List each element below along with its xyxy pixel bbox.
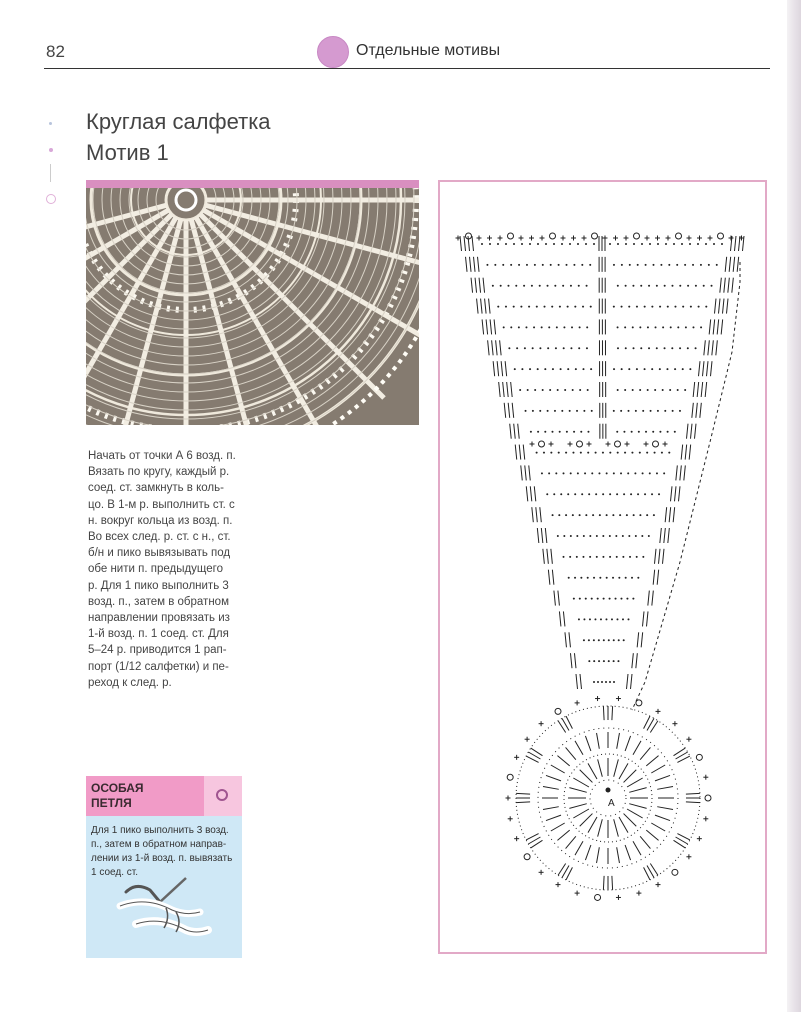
instruction-line: возд. п., затем в обратном xyxy=(88,595,229,608)
chapter-circle-icon xyxy=(317,36,349,68)
special-stitch-header xyxy=(86,776,242,816)
instruction-line: направлении провязать из xyxy=(88,612,230,625)
instruction-line: р. Для 1 пико выполнить 3 xyxy=(88,579,229,592)
instruction-line: соед. ст. замкнуть в коль- xyxy=(88,482,224,495)
crochet-chart-frame xyxy=(438,180,767,954)
special-stitch-heading xyxy=(91,781,144,811)
heading-line: ОСОБАЯ xyxy=(91,781,144,795)
instructions-text xyxy=(88,448,258,691)
instruction-line: реход к след. р. xyxy=(88,676,172,689)
doily-photo xyxy=(86,180,419,425)
special-stitch-box xyxy=(86,776,242,958)
instruction-line: Вязать по кругу, каждый р. xyxy=(88,466,230,479)
instruction-line: 1-й возд. п. 1 соед. ст. Для xyxy=(88,628,229,641)
instruction-line: Начать от точки А 6 возд. п. xyxy=(88,450,236,462)
side-decoration xyxy=(44,118,58,208)
special-stitch-marker xyxy=(204,776,242,816)
instruction-line: обе нити п. предыдущего xyxy=(88,563,223,576)
center-point-label: A xyxy=(608,798,615,809)
article-title xyxy=(86,106,271,168)
article-subtitle-line: Мотив 1 xyxy=(86,140,169,165)
instruction-line: Во всех след. р. ст. с н., ст. xyxy=(88,531,231,544)
crochet-diagram xyxy=(440,182,765,952)
ring-icon xyxy=(216,789,228,801)
page-number: 82 xyxy=(46,42,65,61)
instruction-line: б/н и пико вывязывать под xyxy=(88,547,231,560)
article-title-line: Круглая салфетка xyxy=(86,109,271,134)
instruction-line: цо. В 1-м р. выполнить ст. с xyxy=(88,498,235,511)
page-edge xyxy=(787,0,801,1012)
special-stitch-line: Для 1 пико выполнить 3 возд. xyxy=(91,825,229,836)
special-stitch-line: 1 соед. ст. xyxy=(91,867,138,878)
hook-stitch-icon xyxy=(116,872,216,952)
instruction-line: порт (1/12 салфетки) и пе- xyxy=(88,660,229,673)
photo-accent-bar xyxy=(86,180,419,188)
dot-icon xyxy=(49,122,52,125)
instruction-line: 5–24 р. приводится 1 рап- xyxy=(88,644,227,657)
chapter-title: Отдельные мотивы xyxy=(356,42,501,59)
special-stitch-line: лении из 1-й возд. п. вывязать xyxy=(91,853,233,864)
instruction-line: н. вокруг кольца из возд. п. xyxy=(88,514,233,527)
special-stitch-line: п., затем в обратном направ- xyxy=(91,839,227,850)
crochet-photo-illustration xyxy=(86,180,419,425)
ring-icon xyxy=(46,194,56,204)
dot-icon xyxy=(49,148,53,152)
header-rule xyxy=(44,68,770,69)
divider xyxy=(50,164,51,182)
heading-line: ПЕТЛЯ xyxy=(91,796,132,810)
